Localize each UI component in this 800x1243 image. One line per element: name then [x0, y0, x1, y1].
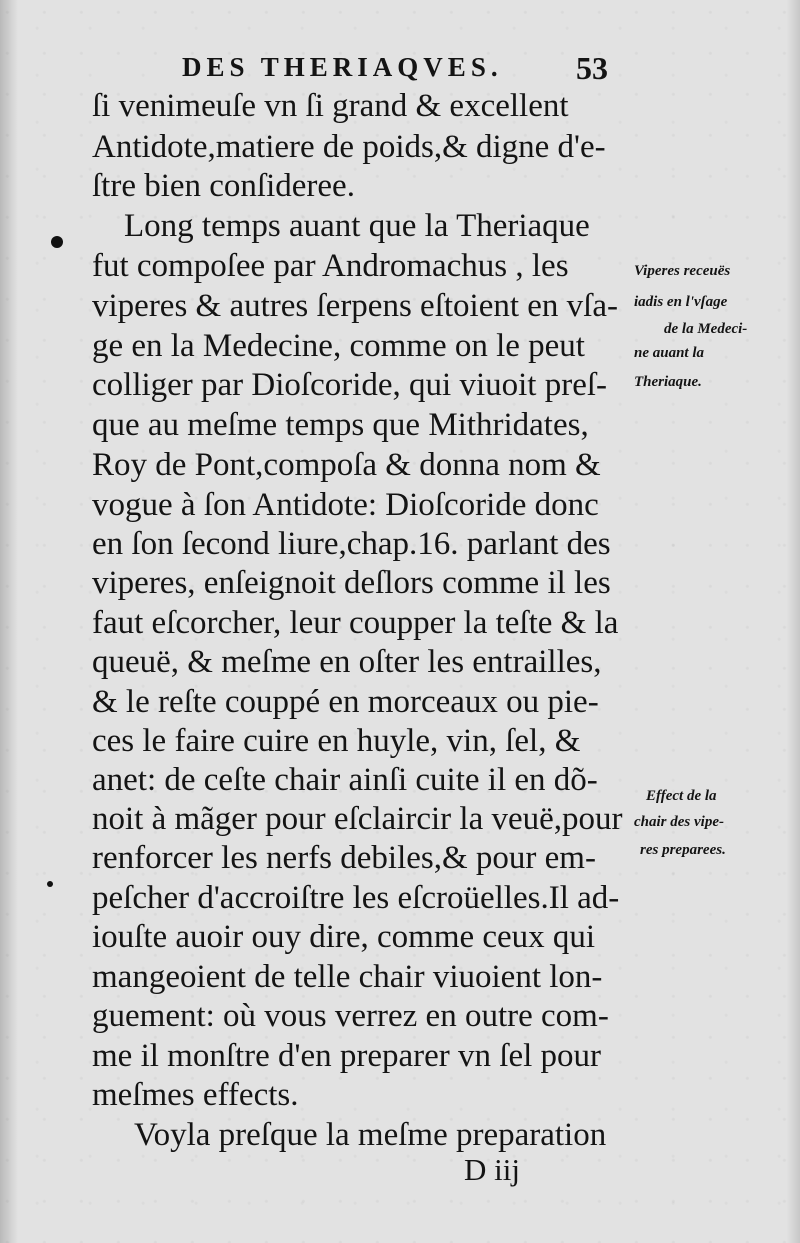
text-line: noit à mãger pour eſclaircir la veuë,pour	[92, 801, 623, 837]
text-line: ſi venimeuſe vn ſi grand & excellent	[92, 88, 569, 124]
margin-note-line: Theriaque.	[634, 374, 702, 390]
text-line: guement: où vous verrez en outre com-	[92, 998, 609, 1034]
text-line: viperes, enſeignoit deſlors comme il les	[92, 565, 611, 601]
ink-spot	[51, 236, 63, 248]
text-line: mangeoient de telle chair viuoient lon-	[92, 959, 603, 995]
text-line: Antidote,matiere de poids,& digne d'e-	[92, 129, 606, 165]
text-line: ſtre bien conſideree.	[92, 168, 355, 204]
margin-note-line: Effect de la	[646, 788, 717, 804]
text-line: fut compoſee par Andromachus , les	[92, 248, 569, 284]
text-line: vogue à ſon Antidote: Dioſcoride donc	[92, 487, 599, 523]
text-line: me il monſtre d'en preparer vn ſel pour	[92, 1038, 602, 1074]
text-line: faut eſcorcher, leur coupper la teſte & la	[92, 605, 619, 641]
margin-note-line: iadis en l'vſage	[634, 294, 728, 310]
margin-note-line: ne auant la	[634, 345, 705, 361]
text-line: peſcher d'accroiſtre les eſcroüelles.Il ad-	[92, 880, 620, 916]
text-line: queuë, & meſme en oſter les entrailles,	[92, 644, 602, 680]
text-line: colliger par Dioſcoride, qui viuoit preſ-	[92, 367, 608, 403]
text-line: Roy de Pont,compoſa & donna nom &	[92, 447, 601, 483]
page-number: 53	[576, 50, 608, 86]
margin-note-line: chair des vipe-	[634, 814, 724, 830]
signature-mark: D iij	[464, 1152, 520, 1187]
margin-note-line: Viperes receuës	[634, 263, 731, 279]
text-line: ge en la Medecine, comme on le peut	[92, 328, 585, 364]
text-line: en ſon ſecond liure,chap.16. parlant des	[92, 526, 611, 562]
text-line: anet: de ceſte chair ainſi cuite il en dõ-	[92, 762, 598, 798]
running-head: DES THERIAQVES.	[182, 52, 503, 82]
text-line: & le reſte couppé en morceaux ou pie-	[92, 684, 599, 720]
text-line: renforcer les nerfs debiles,& pour em-	[92, 840, 596, 876]
text-line: Voyla preſque la meſme preparation	[134, 1117, 607, 1153]
text-line: ces le faire cuire en huyle, vin, ſel, &	[92, 723, 581, 759]
text-line: Long temps auant que la Theriaque	[124, 208, 590, 244]
text-line: que au meſme temps que Mithridates,	[92, 407, 589, 443]
ink-spot	[47, 881, 53, 887]
margin-note-line: de la Medeci-	[664, 321, 748, 337]
margin-note-line: res preparees.	[640, 842, 726, 858]
text-line: iouſte auoir ouy dire, comme ceux qui	[92, 919, 596, 955]
text-line: viperes & autres ſerpens eſtoient en vſa-	[92, 288, 618, 324]
text-line: meſmes effects.	[92, 1077, 299, 1113]
